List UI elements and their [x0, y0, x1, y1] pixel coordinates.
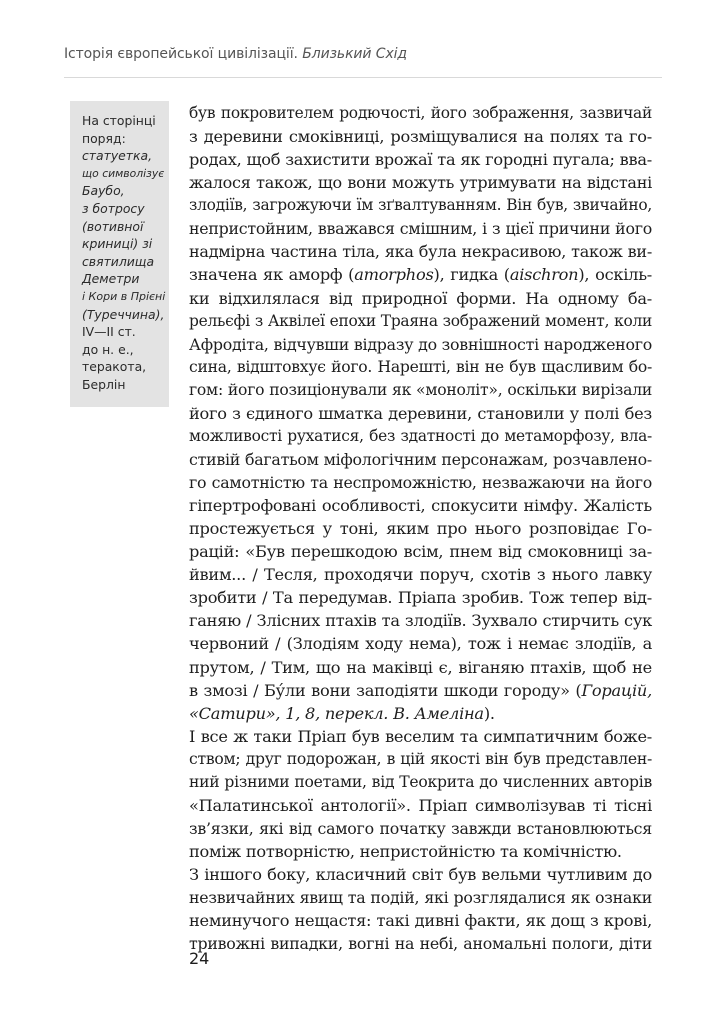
text-line	[189, 333, 652, 356]
text-run: простежується у тоні, яким про нього розповідає Го-	[189, 519, 652, 539]
text-line	[189, 310, 652, 333]
sidebar-caption-line: Деметри	[82, 271, 140, 287]
text-run: ), гидка (	[433, 265, 510, 285]
text-run: ний різними поетами, від Теокрита до численних авторів	[189, 772, 652, 791]
text-line	[189, 771, 652, 794]
text-line	[189, 794, 652, 817]
text-run: рельєфі з Аквілеї епохи Траяна зображений момент, коли	[189, 311, 652, 330]
sidebar-caption-line: теракота,	[82, 359, 147, 375]
text-run: З іншого боку, класичний світ був вельми чутливим до	[189, 865, 652, 885]
text-line	[189, 356, 652, 379]
book-title: Історія європейської цивілізації.	[64, 46, 298, 62]
text-line	[189, 840, 652, 863]
text-line	[189, 125, 652, 148]
text-line	[189, 471, 652, 494]
text-run: сина, відштовхує його. Нарешті, він не був щасливим бо-	[189, 357, 652, 376]
sidebar-caption	[70, 101, 169, 407]
text-run: гом: його позиціонували як «моноліт», оскільки вирізали	[189, 380, 652, 399]
text-line	[189, 748, 652, 771]
text-line	[189, 263, 652, 286]
sidebar-caption-line: і Кори в Прієні	[82, 289, 166, 303]
text-run: червоний / (Злодіям ходу нема), тож і немає злодіїв, а	[189, 634, 652, 654]
text-run: злодіїв, загрожуючи їм зґвалтуванням. Він був, звичайно,	[189, 196, 652, 215]
sidebar-caption-line: що символізує	[82, 166, 165, 180]
sidebar-caption-line: поряд:	[82, 130, 126, 146]
text-run: стивій багатьом міфологічним персонажам, розчавлено-	[189, 449, 652, 469]
text-run: зробити / Та передумав. Пріапа зробив. Тож тепер від-	[189, 588, 652, 608]
sidebar-caption-line: На сторінці	[82, 113, 156, 128]
paragraph	[189, 725, 652, 863]
text-run: ством; друг подорожан, в цій якості він був представлен-	[189, 749, 652, 768]
text-line	[189, 817, 652, 840]
text-run: прутом, / Тим, що на маківці є, віганяю птахів, щоб не	[189, 657, 652, 677]
text-line	[189, 148, 652, 171]
text-run: родах, щоб захистити врожаї та як городні пугала; вва-	[189, 150, 652, 170]
text-line	[189, 517, 652, 540]
text-run: незвичайних явищ та подій, які розглядалися як ознаки	[189, 888, 652, 908]
body-text	[189, 102, 652, 955]
text-line	[189, 563, 652, 586]
text-run: зв’язки, які від самого початку завжди встановлюються	[189, 818, 652, 838]
italic-run: Горацій,	[581, 680, 652, 700]
text-line	[189, 679, 652, 702]
text-run: ).	[483, 703, 495, 723]
text-line	[189, 425, 652, 448]
text-line	[189, 494, 652, 517]
text-line	[189, 725, 652, 748]
text-run: го самотністю та неспроможністю, незважаючи на його	[189, 473, 652, 492]
text-line	[189, 702, 652, 725]
header-divider	[64, 77, 662, 78]
text-line	[189, 863, 652, 886]
italic-run: aischron	[509, 265, 579, 285]
text-run: ки відхилялася від природної форми. На одному ба-	[189, 288, 652, 308]
italic-run: «Сатири», 1, 8, перекл. В. Амеліна	[189, 703, 484, 723]
text-line	[189, 217, 652, 240]
section-title: Близький Схід	[302, 46, 407, 62]
sidebar-caption-line: статуетка,	[82, 148, 153, 164]
text-line	[189, 102, 652, 125]
text-line	[189, 932, 652, 955]
text-run: гіпертрофовані особливості, спокусити німфу. Жалість	[189, 496, 652, 516]
text-run: значена як аморф (	[189, 265, 355, 285]
text-line	[189, 586, 652, 609]
sidebar-caption-line: Баубо,	[82, 183, 125, 199]
sidebar-caption-line: (вотивної	[82, 218, 144, 234]
text-run: надмірна частина тіла, яка була некрасивою, також ви-	[189, 242, 652, 262]
text-line	[189, 240, 652, 263]
text-run: його з єдиного шматка деревини, становили у полі без	[189, 403, 652, 423]
text-line	[189, 609, 652, 632]
text-line	[189, 194, 652, 217]
text-run: І все ж таки Пріап був веселим та симпатичним боже-	[189, 726, 652, 746]
text-run: тривожні випадки, вогні на небі, аномальні пологи, діти	[189, 934, 652, 954]
sidebar-caption-line: (Туреччина),	[82, 306, 165, 322]
text-line	[189, 656, 652, 679]
text-line	[189, 886, 652, 909]
text-run: рацій: «Був перешкодою всім, пнем від смоковниці за-	[189, 542, 652, 562]
text-run: йвим... / Тесля, проходячи поруч, схотів з нього лавку	[189, 565, 652, 585]
text-run: був покровителем родючості, його зображення, зазвичай	[189, 104, 652, 122]
text-run: в змозі / Бу́ли вони заподіяти шкоди городу» (	[189, 680, 582, 700]
text-run: непристойним, вважався смішним, і з цієї причини його	[189, 219, 652, 239]
text-run: неминучого нещастя: такі дивні факти, як дощ з крові,	[189, 911, 652, 931]
text-line	[189, 287, 652, 310]
sidebar-caption-line: святилища	[82, 253, 155, 269]
text-run: з деревини смоківниці, розміщувалися на полях та го-	[189, 127, 652, 147]
text-run: поміж потворністю, непристойністю та комічністю.	[189, 842, 622, 861]
text-line	[189, 448, 652, 471]
text-line	[189, 171, 652, 194]
paragraph	[189, 102, 652, 725]
text-run: ганяю / Злісних птахів та злодіїв. Зухвало стирчить сук	[189, 611, 652, 631]
paragraph	[189, 863, 652, 955]
text-line	[189, 909, 652, 932]
text-run: жалося також, що вони можуть утримувати на відстані	[189, 173, 652, 193]
sidebar-caption-line: з ботросу	[82, 200, 145, 216]
sidebar-caption-line: до н. е.,	[82, 341, 134, 357]
text-line	[189, 632, 652, 655]
text-line	[189, 379, 652, 402]
text-line	[189, 540, 652, 563]
running-head	[64, 46, 407, 62]
text-run: можливості рухатися, без здатності до метаморфозу, вла-	[189, 426, 652, 445]
sidebar-caption-line: IV—II ст.	[82, 324, 136, 340]
text-run: «Палатинської антології». Пріап символізував ті тісні	[189, 795, 652, 815]
page-number: 24	[189, 949, 210, 968]
text-run: Афродіта, відчувши відразу до зовнішності народженого	[189, 334, 652, 354]
text-line	[189, 402, 652, 425]
text-run: ), оскіль-	[578, 265, 652, 285]
sidebar-caption-line: криниці) зі	[82, 236, 153, 252]
sidebar-caption-line: Берлін	[82, 376, 126, 392]
italic-run: amorphos	[354, 265, 434, 285]
